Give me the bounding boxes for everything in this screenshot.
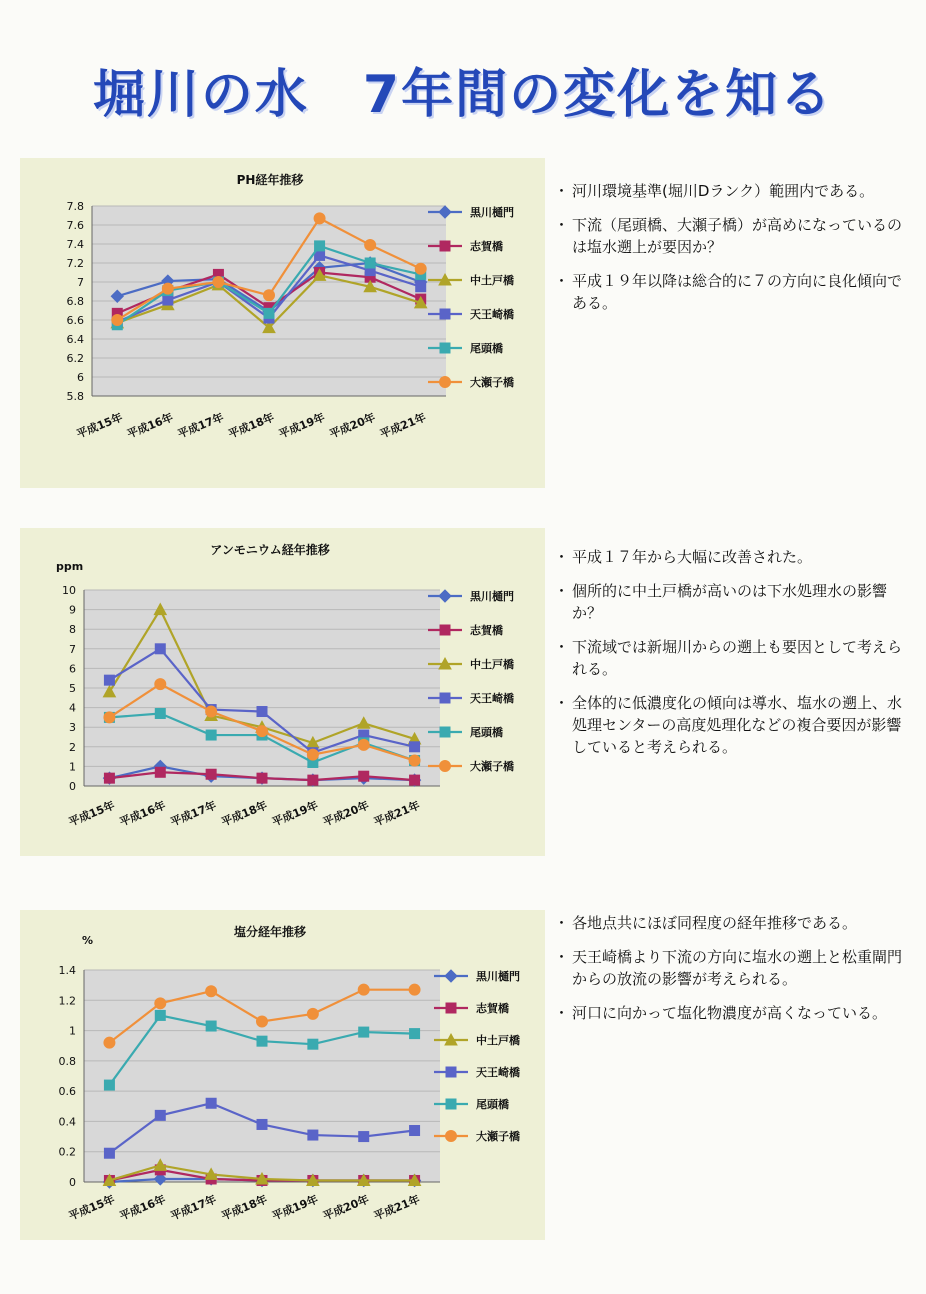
legend-item (434, 1001, 509, 1015)
data-point (155, 1010, 165, 1020)
x-tick-label: 平成20年 (327, 410, 378, 441)
data-point (359, 771, 369, 781)
data-point (104, 1148, 114, 1158)
data-point (359, 1027, 369, 1037)
data-point (308, 1039, 318, 1049)
data-point (358, 984, 369, 995)
chart-title: アンモニウム経年推移 (210, 543, 330, 557)
legend-label: 天王崎橋 (470, 692, 514, 705)
x-tick-label: 平成18年 (226, 410, 277, 441)
data-point (155, 1110, 165, 1120)
legend-marker (440, 241, 450, 251)
y-tick-label: 7.8 (66, 200, 84, 213)
x-tick-label: 平成17年 (175, 410, 226, 441)
data-point (257, 1119, 267, 1129)
y-tick-label: 6.2 (66, 352, 84, 365)
y-tick-label: 6 (69, 662, 76, 676)
x-tick-label: 平成17年 (168, 1192, 219, 1223)
legend-label: 志賀橋 (470, 240, 503, 253)
data-point (365, 239, 376, 250)
note-item: ・ 平成１７年から大幅に改善された。 (558, 546, 908, 568)
legend-item (434, 1097, 509, 1111)
ph-notes (558, 180, 908, 326)
ammonium-notes (558, 546, 908, 770)
ammonium-chart-panel (20, 528, 545, 856)
y-tick-label: 0.4 (58, 1115, 76, 1129)
data-point (206, 1021, 216, 1031)
x-tick-label: 平成15年 (66, 798, 117, 829)
legend-item (434, 1129, 520, 1143)
data-point (206, 769, 216, 779)
ammonium-chart (20, 528, 545, 856)
legend-marker (440, 727, 450, 737)
legend-marker (446, 1099, 456, 1109)
data-point (257, 773, 267, 783)
data-point (307, 1008, 318, 1019)
legend-marker (439, 590, 451, 602)
data-point (410, 742, 420, 752)
note-item: ・ 個所的に中土戸橋が高いのは下水処理水の影響か？ (558, 580, 908, 624)
note-item: ・ 平成１９年以降は総合的に７の方向に良化傾向である。 (558, 270, 908, 314)
legend-item (428, 691, 514, 705)
data-point (415, 263, 426, 274)
x-tick-label: 平成18年 (219, 1192, 270, 1223)
y-tick-label: 1.2 (58, 994, 76, 1008)
y-tick-label: 0 (69, 780, 76, 793)
page-title: 堀川の水 7年間の変化を知る (92, 65, 834, 125)
data-point (206, 1098, 216, 1108)
legend-marker (446, 1131, 457, 1142)
legend-label: 中土戸橋 (470, 274, 514, 287)
data-point (308, 1130, 318, 1140)
legend-label: 大瀬子橋 (470, 376, 514, 389)
y-axis-unit: ppm (56, 560, 84, 573)
legend-item (428, 759, 514, 773)
data-point (410, 1126, 420, 1136)
data-point (315, 241, 325, 251)
y-tick-label: 5 (69, 682, 76, 695)
legend-label: 志賀橋 (470, 624, 503, 637)
data-point (409, 755, 420, 766)
salinity-notes (558, 912, 908, 1036)
legend-marker (440, 309, 450, 319)
data-point (416, 282, 426, 292)
x-tick-label: 平成15年 (74, 410, 125, 441)
y-tick-label: 7.4 (66, 238, 84, 251)
y-tick-label: 9 (69, 603, 76, 617)
data-point (410, 1029, 420, 1039)
note-item: ・ 河川環境基準(堀川Dランク）範囲内である。 (558, 180, 908, 202)
data-point (206, 730, 216, 740)
legend-marker (440, 377, 451, 388)
data-point (206, 986, 217, 997)
x-tick-label: 平成21年 (372, 798, 422, 829)
x-tick-label: 平成21年 (372, 1192, 422, 1223)
legend-label: 中土戸橋 (476, 1034, 520, 1047)
legend-label: 黒川樋門 (476, 970, 520, 983)
legend-marker (440, 761, 451, 772)
x-tick-label: 平成21年 (378, 410, 428, 441)
y-tick-label: 7.2 (66, 257, 84, 270)
note-item: ・ 天王崎橋より下流の方向に塩水の遡上と松重閘門からの放流の影響が考えられる。 (558, 946, 908, 990)
x-tick-label: 平成17年 (168, 798, 219, 829)
data-point (155, 644, 165, 654)
y-tick-label: 6 (77, 371, 84, 384)
y-tick-label: 0.8 (58, 1054, 76, 1068)
legend-label: 大瀬子橋 (470, 760, 514, 773)
y-tick-label: 7.6 (66, 219, 84, 232)
data-point (410, 775, 420, 785)
legend-label: 中土戸橋 (470, 658, 514, 671)
y-tick-label: 7 (77, 276, 84, 289)
x-tick-label: 平成20年 (321, 1192, 371, 1223)
y-tick-label: 6.8 (66, 295, 84, 308)
data-point (409, 984, 420, 995)
data-point (104, 675, 114, 685)
x-tick-label: 平成15年 (66, 1192, 117, 1223)
legend-label: 尾頭橋 (476, 1098, 509, 1111)
data-point (257, 1036, 267, 1046)
legend-item (428, 589, 514, 603)
x-tick-label: 平成20年 (321, 798, 371, 829)
legend-item (428, 657, 514, 671)
data-point (264, 290, 275, 301)
salinity-chart-panel (20, 910, 545, 1240)
data-point (104, 1080, 114, 1090)
y-tick-label: 0.6 (58, 1085, 76, 1099)
legend-item (428, 307, 514, 321)
data-point (162, 283, 173, 294)
ph-chart-panel (20, 158, 545, 488)
data-point (104, 773, 114, 783)
legend-label: 志賀橋 (476, 1002, 509, 1015)
chart-title: 塩分経年推移 (233, 925, 307, 939)
y-tick-label: 3 (69, 721, 76, 735)
legend-marker (445, 970, 457, 982)
legend-label: 大瀬子橋 (476, 1130, 520, 1143)
data-point (257, 726, 268, 737)
y-tick-label: 2 (69, 740, 76, 754)
data-point (112, 315, 123, 326)
y-tick-label: 0.2 (58, 1145, 76, 1159)
note-item: ・ 下流（尾頭橋、大瀬子橋）が高めになっているのは塩水遡上が要因か？ (558, 214, 908, 258)
legend-marker (446, 1067, 456, 1077)
note-item: ・ 河口に向かって塩化物濃度が高くなっている。 (558, 1002, 908, 1024)
data-point (155, 679, 166, 690)
legend-marker (440, 693, 450, 703)
y-tick-label: 8 (69, 623, 76, 637)
legend-marker (446, 1003, 456, 1013)
y-tick-label: 4 (69, 701, 76, 715)
legend-item (434, 1065, 520, 1079)
data-point (155, 767, 165, 777)
x-tick-label: 平成19年 (270, 1192, 320, 1223)
legend-label: 黒川樋門 (470, 590, 514, 603)
y-tick-label: 7 (69, 642, 76, 656)
legend-label: 尾頭橋 (470, 342, 503, 355)
y-tick-label: 0 (69, 1176, 76, 1189)
data-point (314, 213, 325, 224)
legend-item (434, 969, 520, 983)
note-item: ・ 全体的に低濃度化の傾向は導水、塩水の遡上、水処理センターの高度処理化などの複合要因が影響していると考えられる。 (558, 692, 908, 758)
data-point (365, 258, 375, 268)
data-point (257, 1016, 268, 1027)
data-point (206, 706, 217, 717)
data-point (358, 739, 369, 750)
y-tick-label: 6.4 (66, 333, 84, 346)
chart-title: PH経年推移 (236, 173, 304, 187)
y-tick-label: 1.4 (58, 964, 76, 977)
plot-area (84, 970, 440, 1182)
y-tick-label: 10 (62, 584, 76, 597)
x-tick-label: 平成18年 (219, 798, 270, 829)
x-tick-label: 平成16年 (117, 1192, 168, 1223)
data-point (308, 775, 318, 785)
note-item: ・ 下流域では新堀川からの遡上も要因として考えられる。 (558, 636, 908, 680)
x-tick-label: 平成19年 (277, 410, 327, 441)
y-tick-label: 6.6 (66, 314, 84, 327)
data-point (163, 295, 173, 305)
note-item: ・ 各地点共にほぼ同程度の経年推移である。 (558, 912, 908, 934)
data-point (359, 1132, 369, 1142)
legend-marker (440, 343, 450, 353)
y-tick-label: 5.8 (66, 390, 84, 403)
legend-label: 尾頭橋 (470, 726, 503, 739)
data-point (104, 1037, 115, 1048)
y-axis-unit: % (82, 934, 94, 947)
x-tick-label: 平成19年 (270, 798, 320, 829)
ph-chart (20, 158, 545, 488)
data-point (155, 708, 165, 718)
salinity-chart (20, 910, 545, 1240)
legend-label: 黒川樋門 (470, 206, 514, 219)
legend-label: 天王崎橋 (476, 1066, 520, 1079)
x-tick-label: 平成16年 (117, 798, 168, 829)
data-point (213, 277, 224, 288)
y-tick-label: 1 (69, 760, 76, 774)
x-tick-label: 平成16年 (125, 410, 175, 441)
data-point (104, 712, 115, 723)
data-point (264, 308, 274, 318)
legend-item (434, 1033, 520, 1047)
data-point (257, 707, 267, 717)
data-point (155, 998, 166, 1009)
legend-marker (440, 625, 450, 635)
legend-label: 天王崎橋 (470, 308, 514, 321)
data-point (307, 749, 318, 760)
y-tick-label: 1 (69, 1024, 76, 1038)
